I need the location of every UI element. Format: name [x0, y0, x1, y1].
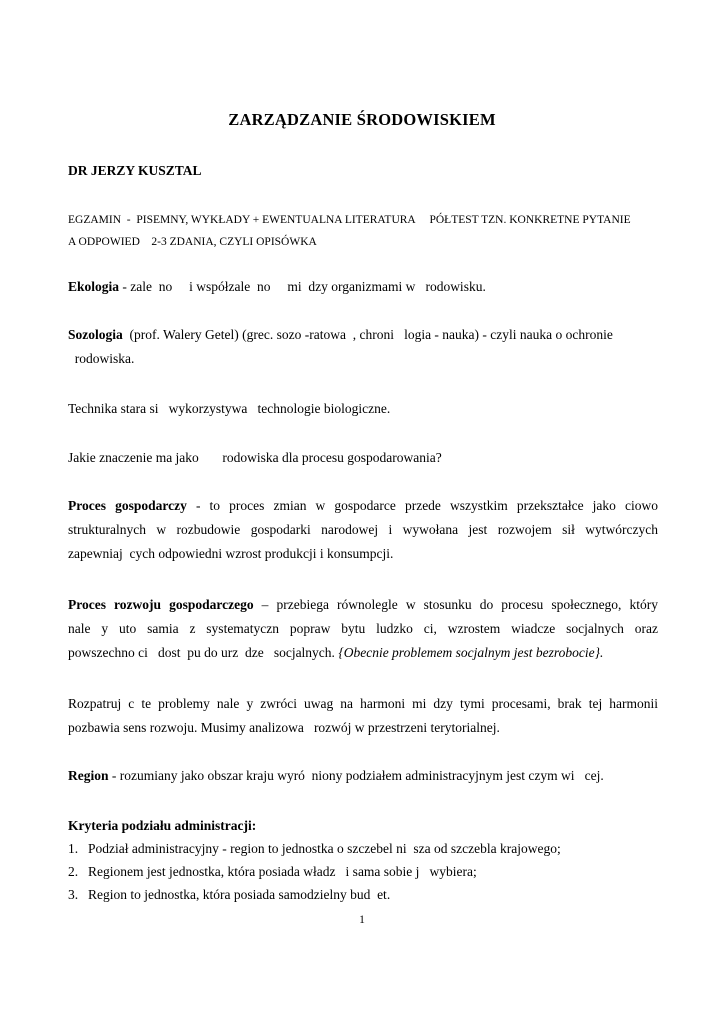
list-item: [68, 883, 658, 906]
rozpatruj-line-1: Rozpatruj c te problemy nale y zwróci uwag na harmoni mi dzy tymi procesami, brak tej harmonii: [68, 696, 658, 711]
rozpatruj-line-2: pozbawia sens rozwoju. Musimy analizowa rozwój w przestrzeni terytorialnej.: [68, 720, 500, 735]
sozologia-definition-line-1: (prof. Walery Getel) (grec. sozo -ratowa , chroni logia - nauka) - czyli nauka o ochronie: [122, 327, 613, 342]
question-paragraph: [68, 446, 658, 470]
proces-gospodarczy-line-3: zapewniaj cych odpowiedni wzrost produkcji i konsumpcji.: [68, 546, 394, 561]
list-item-number: 3.: [68, 887, 79, 902]
proces-rozwoju-line-2: nale y uto samia z systematyczn popraw bytu ludzko ci, wzrostem wiadcze socjalnych oraz: [68, 621, 658, 636]
list-item: [68, 860, 658, 883]
proces-gospodarczy-term: Proces gospodarczy: [68, 498, 187, 513]
list-item: [68, 837, 658, 860]
list-item-text: Regionem jest jednostka, która posiada władz i sama sobie j wybiera;: [88, 864, 477, 879]
ekologia-paragraph: [68, 275, 658, 299]
list-item-text: Region to jednostka, która posiada samodzielny bud et.: [88, 887, 391, 902]
ekologia-term: Ekologia: [68, 279, 120, 294]
author-name: DR JERZY KUSZTAL: [68, 163, 202, 178]
rozpatruj-paragraph: [68, 692, 658, 740]
region-paragraph: [68, 764, 658, 788]
kryteria-list: [68, 837, 658, 906]
proces-rozwoju-paragraph: [68, 593, 658, 665]
proces-gospodarczy-paragraph: [68, 494, 658, 566]
question-text: Jakie znaczenie ma jako rodowiska dla procesu gospodarowania?: [68, 450, 442, 465]
kryteria-heading: [68, 814, 658, 838]
sozologia-paragraph: [68, 323, 658, 371]
page-number: 1: [359, 914, 365, 926]
exam-info: [68, 209, 660, 253]
exam-info-line-1: EGZAMIN - PISEMNY, WYKŁADY + EWENTUALNA LITERATURA PÓŁTEST TZN. KONKRETNE PYTANIE: [68, 214, 631, 226]
ekologia-definition: - zale no i współzale no mi dzy organizmami w rodowisku.: [119, 279, 486, 294]
page-title: ZARZĄDZANIE ŚRODOWISKIEM: [228, 110, 496, 129]
proces-gospodarczy-line-2: strukturalnych w rozbudowie gospodarki narodowej i wywołana jest rozwojem sił wytwórczych: [68, 522, 658, 537]
proces-rozwoju-note: {Obecnie problemem socjalnym jest bezrobocie}.: [338, 645, 604, 660]
proces-rozwoju-term: Proces rozwoju gospodarczego: [68, 597, 254, 612]
list-item-number: 2.: [68, 864, 79, 879]
proces-gospodarczy-line-1: - to proces zmian w gospodarce przede wszystkim przekształce jako ciowo: [186, 498, 659, 513]
proces-rozwoju-line-1: – przebiega równolegle w stosunku do procesu społecznego, który: [253, 597, 659, 612]
sozologia-term: Sozologia: [68, 327, 123, 342]
sozologia-definition-line-2: rodowiska.: [68, 351, 135, 366]
proces-rozwoju-line-3: powszechno ci dost pu do urz dze socjalnych.: [68, 645, 339, 660]
technika-text: Technika stara si wykorzystywa technologie biologiczne.: [68, 401, 391, 416]
kryteria-heading-text: Kryteria podziału administracji:: [68, 818, 257, 833]
exam-info-line-2: A ODPOWIED 2-3 ZDANIA, CZYLI OPISÓWKA: [68, 236, 317, 248]
list-item-number: 1.: [68, 841, 79, 856]
region-definition: - rozumiany jako obszar kraju wyró niony podziałem administracyjnym jest czym wi cej.: [108, 768, 604, 783]
technika-paragraph: [68, 397, 658, 421]
list-item-text: Podział administracyjny - region to jednostka o szczebel ni sza od szczebla krajowego;: [88, 841, 561, 856]
region-term: Region: [68, 768, 109, 783]
